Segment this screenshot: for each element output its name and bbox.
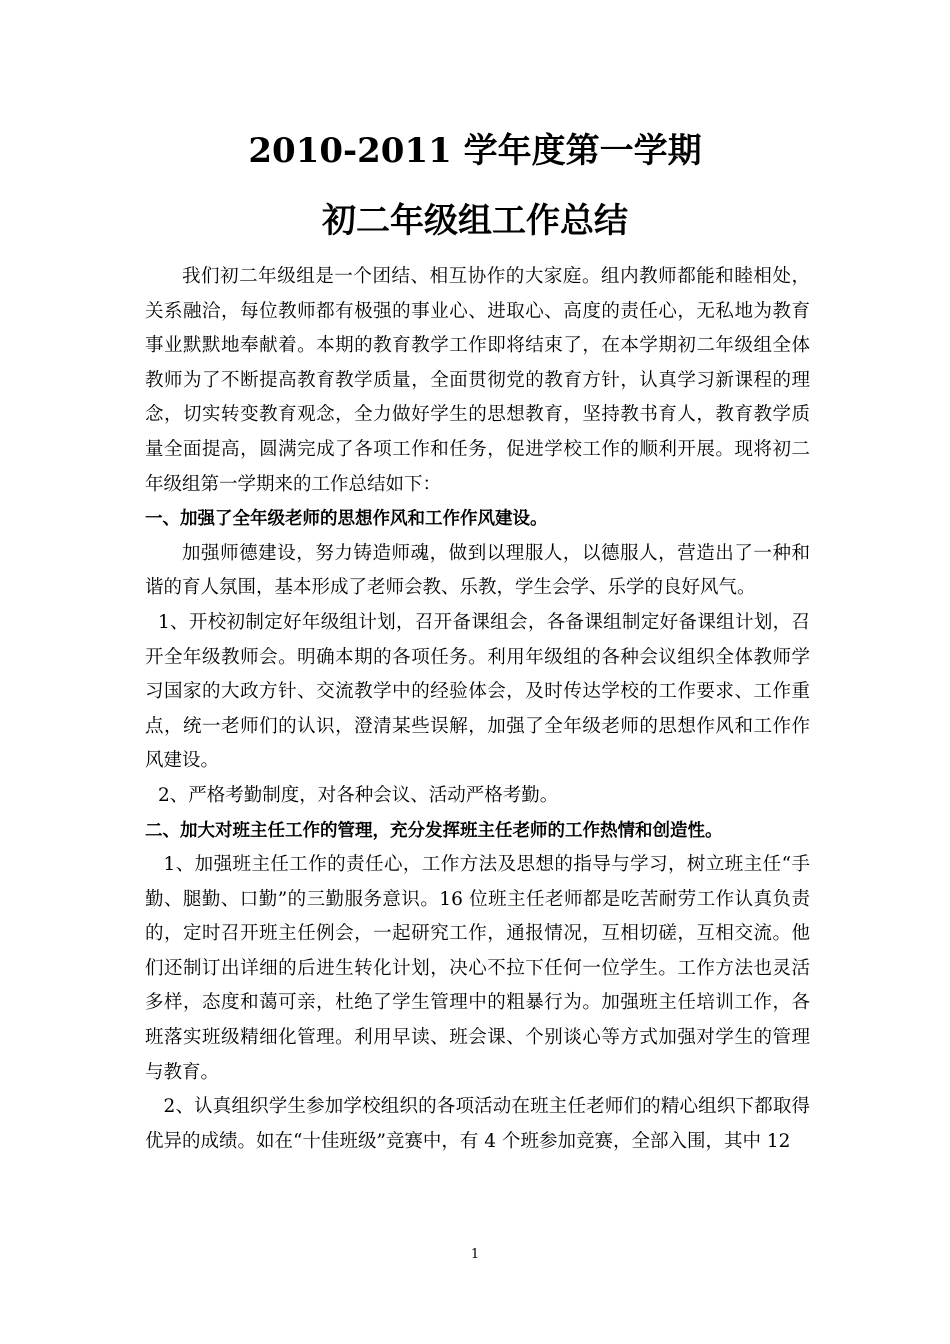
section1-heading: 一、加强了全年级老师的思想作风和工作作风建设。 (145, 509, 548, 530)
document-body (145, 260, 810, 1159)
section2-item2: 2、认真组织学生参加学校组织的各项活动在班主任老师们的精心组织下都取得优异的成绩。如在“十佳班级”竞赛中，有 4 个班参加竞赛，全部入围，其中 12 (145, 1096, 810, 1152)
section1-item1: 1、开校初制定好年级组计划，召开备课组会，各备课组制定好备课组计划，召开全年级教师会。明确本期的各项任务。利用年级组的各种会议组织全体教师学习国家的大政方针、交流教学中的经验体会，及时传达学校的工作要求、工作重点，统一老师们的认识，澄清某些误解，加强了全年级老师的思想作风和工作作风建设。 (145, 611, 810, 772)
section1-paragraph: 加强师德建设，努力铸造师魂，做到以理服人，以德服人，营造出了一种和谐的育人氛围，基本形成了老师会教、乐教，学生会学、乐学的良好风气。 (145, 542, 810, 599)
section1-item2: 2、严格考勤制度，对各种会议、活动严格考勤。 (157, 784, 559, 806)
document-title-line2: 初二年级组工作总结 (322, 201, 628, 241)
section2-heading: 二、加大对班主任工作的管理，充分发挥班主任老师的工作热情和创造性。 (145, 820, 723, 841)
intro-paragraph: 我们初二年级组是一个团结、相互协作的大家庭。组内教师都能和睦相处，关系融洽，每位教师都有极强的事业心、进取心、高度的责任心，无私地为教育事业默默地奉献着。本期的教育教学工作即将结束了，在本学期初二年级组全体教师为了不断提高教育教学质量，全面贯彻党的教育方针，认真学习新课程的理念，切实转变教育观念，全力做好学生的思想教育，坚持教书育人，教育教学质量全面提高，圆满完成了各项工作和任务，促进学校工作的顺利开展。现将初二年级组第一学期来的工作总结如下： (145, 266, 810, 495)
section2-item1: 1、加强班主任工作的责任心，工作方法及思想的指导与学习，树立班主任“手勤、腿勤、口勤”的三勤服务意识。16 位班主任老师都是吃苦耐劳工作认真负责的，定时召开班主任例会，一起研究工作，通报情况，互相切磋，互相交流。他们还制订出详细的后进生转化计划，决心不拉下任何一位学生。工作方法也灵活多样，态度和蔼可亲，杜绝了学生管理中的粗暴行为。加强班主任培训工作，各班落实班级精细化管理。利用早读、班会课、个别谈心等方式加强对学生的管理与教育。 (145, 854, 810, 1083)
document-title-line1: 2010-2011 学年度第一学期 (248, 131, 702, 171)
page-number: 1 (470, 1247, 480, 1262)
